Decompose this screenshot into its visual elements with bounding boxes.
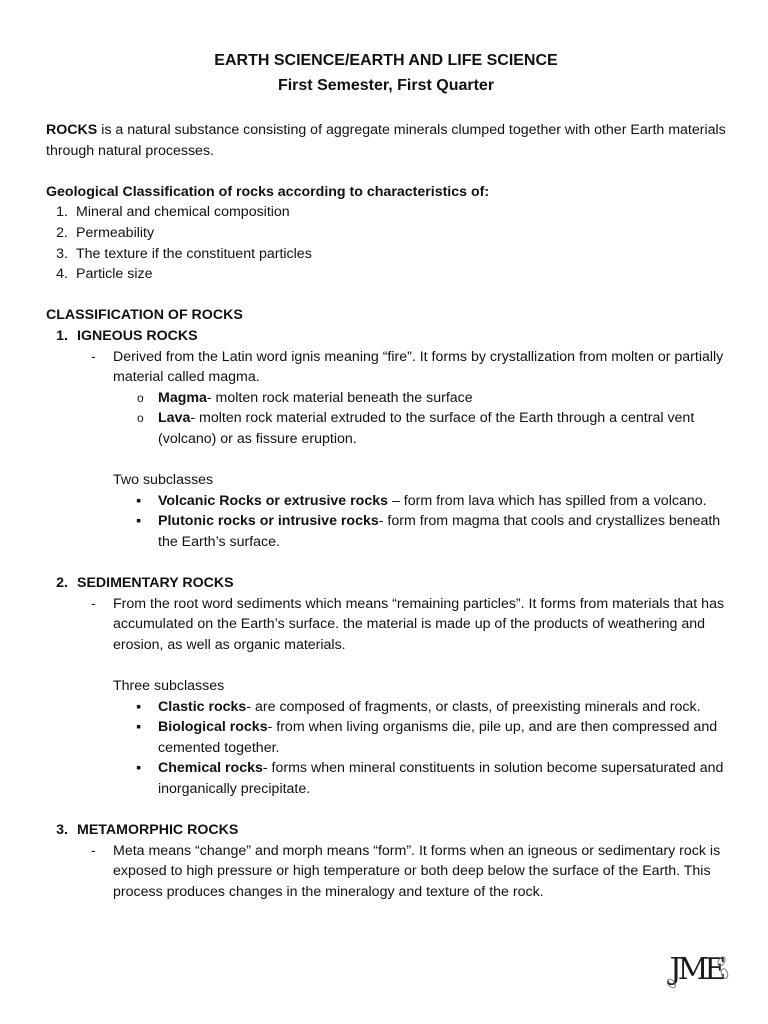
igneous-heading: 1. IGNEOUS ROCKS: [56, 327, 198, 344]
clastic-item: ▪ Clastic rocks- are composed of fragments, or clasts, of preexisting minerals and rock.: [46, 697, 726, 718]
lava-item: o Lava- molten rock material extruded to the surface of the Earth through a central vent (volcano) or as fissure eruption.: [46, 408, 726, 449]
igneous-description: - Derived from the Latin word ignis meaning “fire”. It forms by crystallization from molten or partially material called magma.: [91, 348, 724, 386]
geo-item: 4. Particle size: [56, 266, 153, 283]
circle-bullet-icon: o: [137, 390, 144, 405]
rocks-term: ROCKS: [46, 122, 98, 138]
document-subtitle: First Semester, First Quarter: [277, 77, 495, 94]
document-page: [46, 48, 726, 903]
sedimentary-subclasses-label: Three subclasses: [113, 678, 225, 695]
magma-item: o Magma- molten rock material beneath the surface: [46, 388, 726, 409]
metamorphic-description: - Meta means “change” and morph means “form”. It forms when an igneous or sedimentary rock is exposed to high pressure or high temperature or both deep below the surface of the Earth. This process produces changes in the mineralogy and texture of the rock.: [91, 842, 721, 900]
sedimentary-heading: 2. SEDIMENTARY ROCKS: [56, 575, 234, 592]
geo-item: 1. Mineral and chemical composition: [56, 204, 290, 221]
geo-heading: Geological Classification of rocks according to characteristics of:: [46, 183, 490, 200]
square-bullet-icon: ▪: [136, 698, 142, 715]
square-bullet-icon: ▪: [136, 760, 142, 777]
square-bullet-icon: ▪: [136, 492, 142, 509]
chemical-item: ▪ Chemical rocks- forms when mineral constituents in solution become supersaturated and inorganically precipitate.: [46, 758, 726, 799]
sedimentary-description: - From the root word sediments which means “remaining particles”. It forms from materials that has accumulated on the Earth’s surface. the material is made up of the products of weathering and erosion, as well as organic materials.: [91, 595, 725, 653]
igneous-subclasses-label: Two subclasses: [113, 472, 214, 489]
geo-item: 2. Permeability: [56, 224, 155, 241]
document-title: EARTH SCIENCE/EARTH AND LIFE SCIENCE: [214, 52, 558, 69]
square-bullet-icon: ▪: [136, 513, 142, 530]
metamorphic-heading: 3. METAMORPHIC ROCKS: [56, 822, 239, 839]
logo-monogram: JME: [669, 952, 723, 987]
square-bullet-icon: ▪: [136, 719, 142, 736]
volcanic-item: ▪ Volcanic Rocks or extrusive rocks – form from lava which has spilled from a volcano.: [46, 491, 726, 512]
plutonic-item: ▪ Plutonic rocks or intrusive rocks- form from magma that cools and crystallizes beneath the Earth’s surface.: [46, 511, 726, 552]
geo-item: 3. The texture if the constituent particles: [56, 245, 312, 262]
jme-logo: [666, 948, 726, 994]
circle-bullet-icon: o: [137, 411, 144, 426]
classification-heading: CLASSIFICATION OF ROCKS: [46, 307, 243, 324]
biological-item: ▪ Biological rocks- from when living organisms die, pile up, and are then compressed and cemented together.: [46, 717, 726, 758]
rocks-definition: ROCKS is a natural substance consisting of aggregate minerals clumped together with other Earth materials through natural processes.: [46, 122, 726, 159]
